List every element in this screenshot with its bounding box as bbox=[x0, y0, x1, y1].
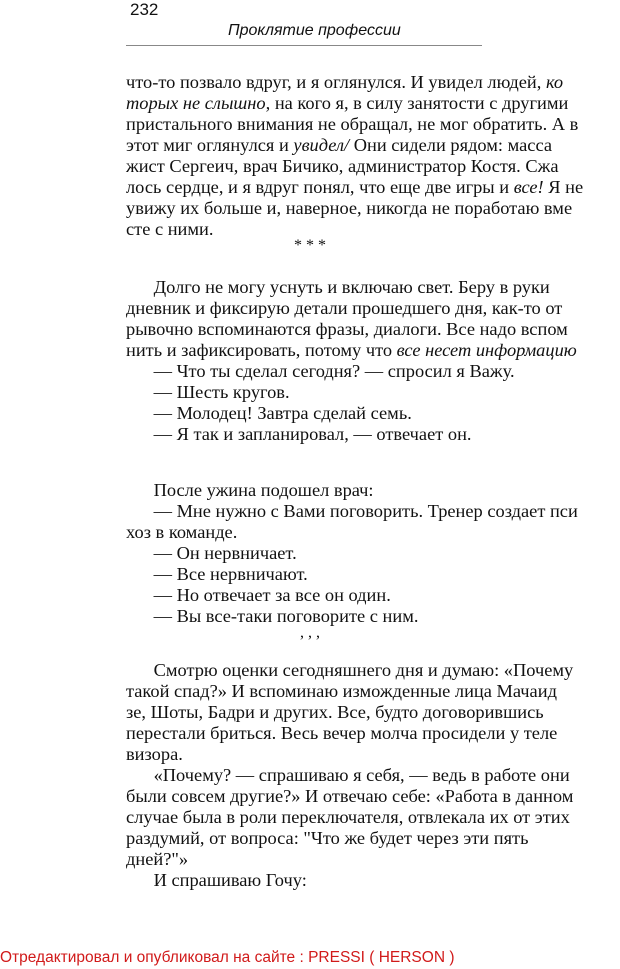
text-line bbox=[126, 361, 620, 382]
text-span: «Почему? — спрашиваю я себя, — ведь в работе они bbox=[126, 765, 570, 785]
text-line bbox=[126, 319, 620, 340]
section-separator-2: , , , bbox=[300, 624, 320, 641]
text-span: — Но отвечает за все он один. bbox=[126, 585, 391, 605]
footer-credit: Отредактировал и опубликовал на сайте : PRESSI ( HERSON ) bbox=[0, 949, 455, 966]
text-line bbox=[126, 403, 620, 424]
text-line bbox=[126, 870, 620, 891]
text-span: пристального внимания не обращал, не мог обратить. А в bbox=[126, 114, 579, 134]
text-block-1 bbox=[126, 72, 620, 240]
text-span: — Молодец! Завтра сделай семь. bbox=[126, 403, 412, 423]
text-span: случае была в роли переключателя, отвлекала их от этих bbox=[126, 807, 570, 827]
text-span: этот миг оглянулся и bbox=[126, 135, 294, 155]
text-span: лось сердце, и я вдруг понял, что еще две игры и bbox=[126, 177, 514, 197]
text-line bbox=[126, 681, 620, 702]
text-line bbox=[126, 177, 620, 198]
text-span: — Я так и запланировал, — отвечает он. bbox=[126, 424, 472, 444]
text-line bbox=[126, 765, 620, 786]
text-span: жист Сергеич, врач Бичико, администратор Костя. Сжа bbox=[126, 156, 559, 176]
text-span: — Шесть кругов. bbox=[126, 382, 290, 402]
text-span: что-то позвало вдруг, и я оглянулся. И увидел людей, bbox=[126, 72, 546, 92]
running-head: Проклятие профессии bbox=[228, 22, 401, 39]
section-separator-1: * * * bbox=[294, 237, 326, 254]
text-line bbox=[126, 723, 620, 744]
text-span: рывочно вспоминаются фразы, диалоги. Все надо вспом bbox=[126, 319, 568, 339]
text-line bbox=[126, 156, 620, 177]
text-span: хоз в команде. bbox=[126, 522, 238, 542]
text-span: зе, Шоты, Бадри и других. Все, будто договорившись bbox=[126, 702, 544, 722]
italic-span: все! bbox=[513, 177, 544, 197]
text-span: — Мне нужно с Вами поговорить. Тренер создает пси bbox=[126, 501, 578, 521]
text-span: были совсем другие?» И отвечаю себе: «Работа в данном bbox=[126, 786, 574, 806]
page-number: 232 bbox=[130, 0, 159, 19]
text-line bbox=[126, 298, 620, 319]
text-span: — Он нервничает. bbox=[126, 543, 297, 563]
text-span: дней?"» bbox=[126, 849, 189, 869]
text-span: — Что ты сделал сегодня? — спросил я Важу. bbox=[126, 361, 515, 381]
text-span: — Вы все-таки поговорите с ним. bbox=[126, 606, 419, 626]
text-line bbox=[126, 198, 620, 219]
italic-span: торых не слышно, bbox=[126, 93, 271, 113]
text-line bbox=[126, 543, 620, 564]
text-span: Я не bbox=[543, 177, 584, 197]
text-span: визора. bbox=[126, 744, 183, 764]
header-rule bbox=[126, 45, 482, 46]
text-line bbox=[126, 277, 620, 298]
text-line bbox=[126, 72, 620, 93]
text-span: нить и зафиксировать, потому что bbox=[126, 340, 397, 360]
text-block-2 bbox=[126, 277, 620, 445]
text-span: увижу их больше и, наверное, никогда не поработаю вме bbox=[126, 198, 573, 218]
text-line bbox=[126, 786, 620, 807]
text-line bbox=[126, 424, 620, 445]
text-span: перестали бриться. Весь вечер молча просидели у теле bbox=[126, 723, 558, 743]
text-line bbox=[126, 382, 620, 403]
text-span: — Все нервничают. bbox=[126, 564, 308, 584]
text-span: После ужина подошел врач: bbox=[126, 480, 374, 500]
text-span: сте с ними. bbox=[126, 219, 214, 239]
text-line bbox=[126, 744, 620, 765]
text-line bbox=[126, 522, 620, 543]
text-line bbox=[126, 660, 620, 681]
text-span: раздумий, от вопроса: "Что же будет через эти пять bbox=[126, 828, 529, 848]
text-line bbox=[126, 340, 620, 361]
text-line bbox=[126, 828, 620, 849]
text-span: Они сидели рядом: масса bbox=[349, 135, 552, 155]
text-span: такой спад?» И вспоминаю изможденные лица Мачаид bbox=[126, 681, 557, 701]
text-line bbox=[126, 114, 620, 135]
text-line bbox=[126, 135, 620, 156]
text-line bbox=[126, 807, 620, 828]
text-line bbox=[126, 501, 620, 522]
italic-span: ко bbox=[545, 72, 564, 92]
text-span: Долго не могу уснуть и включаю свет. Беру в руки bbox=[126, 277, 550, 297]
italic-span: увидел/ bbox=[293, 135, 350, 155]
text-line bbox=[126, 564, 620, 585]
text-span: дневник и фиксирую детали прошедшего дня, как-то от bbox=[126, 298, 563, 318]
text-line bbox=[126, 93, 620, 114]
text-span: на кого я, в силу занятости с другими bbox=[270, 93, 569, 113]
text-line bbox=[126, 480, 620, 501]
text-line bbox=[126, 702, 620, 723]
text-block-4 bbox=[126, 660, 620, 891]
text-span: Смотрю оценки сегодняшнего дня и думаю: «Почему bbox=[126, 660, 574, 680]
italic-span: все несет информацию bbox=[396, 340, 577, 360]
text-line bbox=[126, 585, 620, 606]
text-line bbox=[126, 849, 620, 870]
text-block-3 bbox=[126, 480, 620, 627]
text-span: И спрашиваю Гочу: bbox=[126, 870, 307, 890]
